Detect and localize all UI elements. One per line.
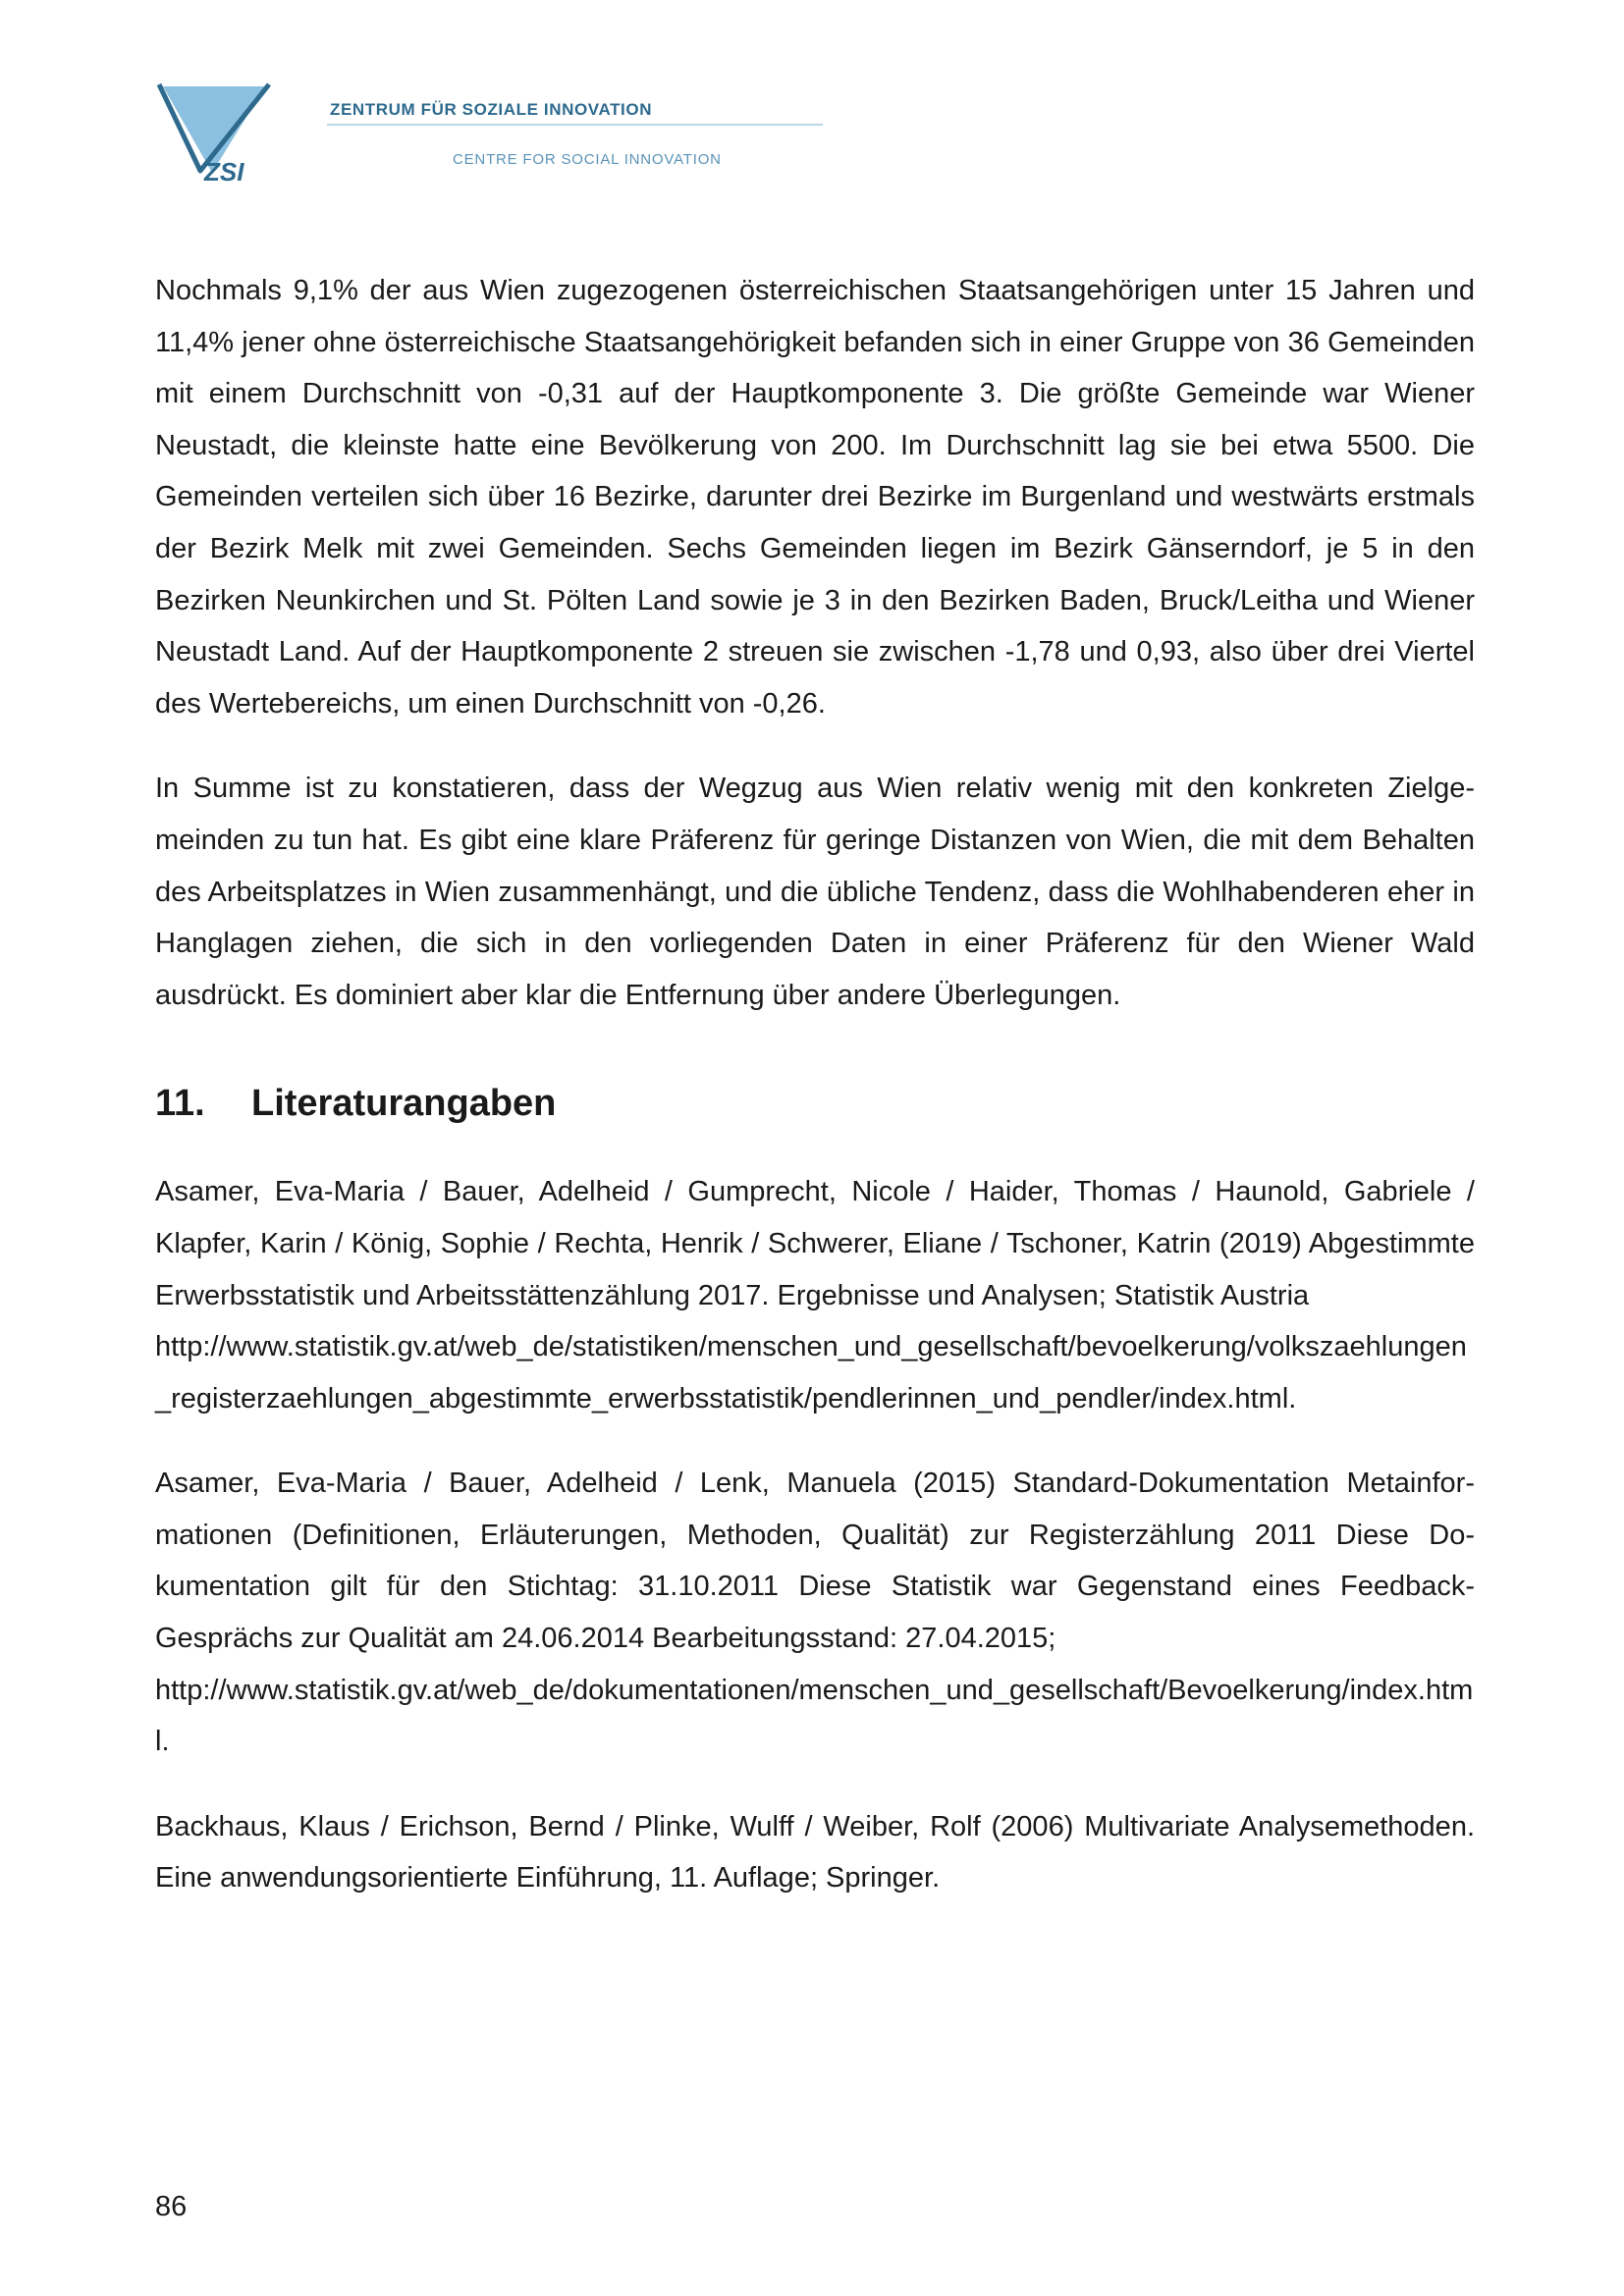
body-paragraph-2: In Summe ist zu konstatieren, dass der Wegzug aus Wien relativ wenig mit den konkreten Zielgemeinden zu tun hat. Es gibt eine klare Präferenz für geringe Distanzen von Wien, die mit dem Behalten des Arbeitsplatzes in Wien zusammenhängt, und die übliche Tendenz, dass die Wohlhabenderen eher in Hanglagen ziehen, die sich in den vorliegenden Daten in einer Präferenz für den Wiener Wald ausdrückt. Es dominiert aber klar die Entfernung über andere Überlegungen.: [155, 773, 1475, 1011]
reference-text: Asamer, Eva-Maria / Bauer, Adelheid / Lenk, Manuela (2015) Standard-Dokumentation Metainformationen (Definitionen, Erläuterungen, Methoden, Qualität) zur Registerzählung 2011 Diese Dokumentation gilt für den Stichtag: 31.10.2011 Diese Statistik war Gegenstand eines Feedback-Gesprächs zur Qualität am 24.06.2014 Bearbeitungsstand: 27.04.2015;: [155, 1468, 1475, 1655]
org-name-german: ZENTRUM FÜR SOZIALE INNOVATION: [330, 100, 653, 119]
section-title: Literaturangaben: [251, 1083, 557, 1125]
page-header: [155, 79, 833, 187]
reference-text: Asamer, Eva-Maria / Bauer, Adelheid / Gumprecht, Nicole / Haider, Thomas / Haunold, Gabriele / Klapfer, Karin / König, Sophie / Rechta, Henrik / Schwerer, Eliane / Tschoner, Katrin (2019) Abgestimmte Erwerbsstatistik und Arbeitsstättenzählung 2017. Ergebnisse und Analysen; Statistik Austria: [155, 1176, 1475, 1311]
page-number: 86: [155, 2191, 188, 2222]
zsi-logo: [155, 79, 273, 187]
body-paragraph-1: Nochmals 9,1% der aus Wien zugezogenen österreichischen Staatsangehörigen unter 15 Jahren und 11,4% jener ohne österreichische Staatsangehörigkeit befanden sich in einer Gruppe von 36 Gemeinden mit einem Durchschnitt von -0,31 auf der Hauptkomponente 3. Die größte Gemeinde war Wiener Neustadt, die kleinste hatte eine Bevölkerung von 200. Im Durchschnitt lag sie bei etwa 5500. Die Gemeinden verteilen sich über 16 Bezirke, darunter drei Bezirke im Burgenland und westwärts erstmals der Bezirk Melk mit zwei Gemeinden. Sechs Gemeinden liegen im Bezirk Gänserndorf, je 5 in den Bezirken Neunkirchen und St. Pölten Land sowie je 3 in den Bezirken Baden, Bruck/Leitha und Wiener Neustadt Land. Auf der Hauptkomponente 2 streuen sie zwischen -1,78 und 0,93, also über drei Viertel des Wertebereichs, um einen Durchschnitt von -0,26.: [155, 275, 1475, 720]
reference-url[interactable]: http://www.statistik.gv.at/web_de/dokumentationen/menschen_und_gesellschaft/Bevoelkerung/index.html.: [155, 1674, 1474, 1758]
reference-entry-3: [155, 1801, 1475, 1904]
section-heading: [155, 1080, 1475, 1127]
organization-name: [330, 100, 652, 120]
header-rule: [327, 124, 823, 126]
section-number: 11.: [155, 1083, 205, 1125]
reference-text: Backhaus, Klaus / Erichson, Bernd / Plinke, Wulff / Weiber, Rolf (2006) Multivariate Analysemethoden. Eine anwendungsorientierte Einführung, 11. Auflage; Springer.: [155, 1810, 1475, 1895]
reference-entry-2: [155, 1458, 1475, 1768]
logo-text: ZSI: [204, 157, 244, 187]
reference-entry-1: [155, 1166, 1475, 1424]
page-content: [155, 265, 1475, 1938]
reference-url[interactable]: http://www.statistik.gv.at/web_de/statistiken/menschen_und_gesellschaft/bevoelkerung/volkszaehlungen_registerzaehlungen_abgestimmte_erwerbsstatistik/pendlerinnen_und_pendler/index.html.: [155, 1331, 1467, 1415]
org-name-english: CENTRE FOR SOCIAL INNOVATION: [453, 151, 722, 168]
